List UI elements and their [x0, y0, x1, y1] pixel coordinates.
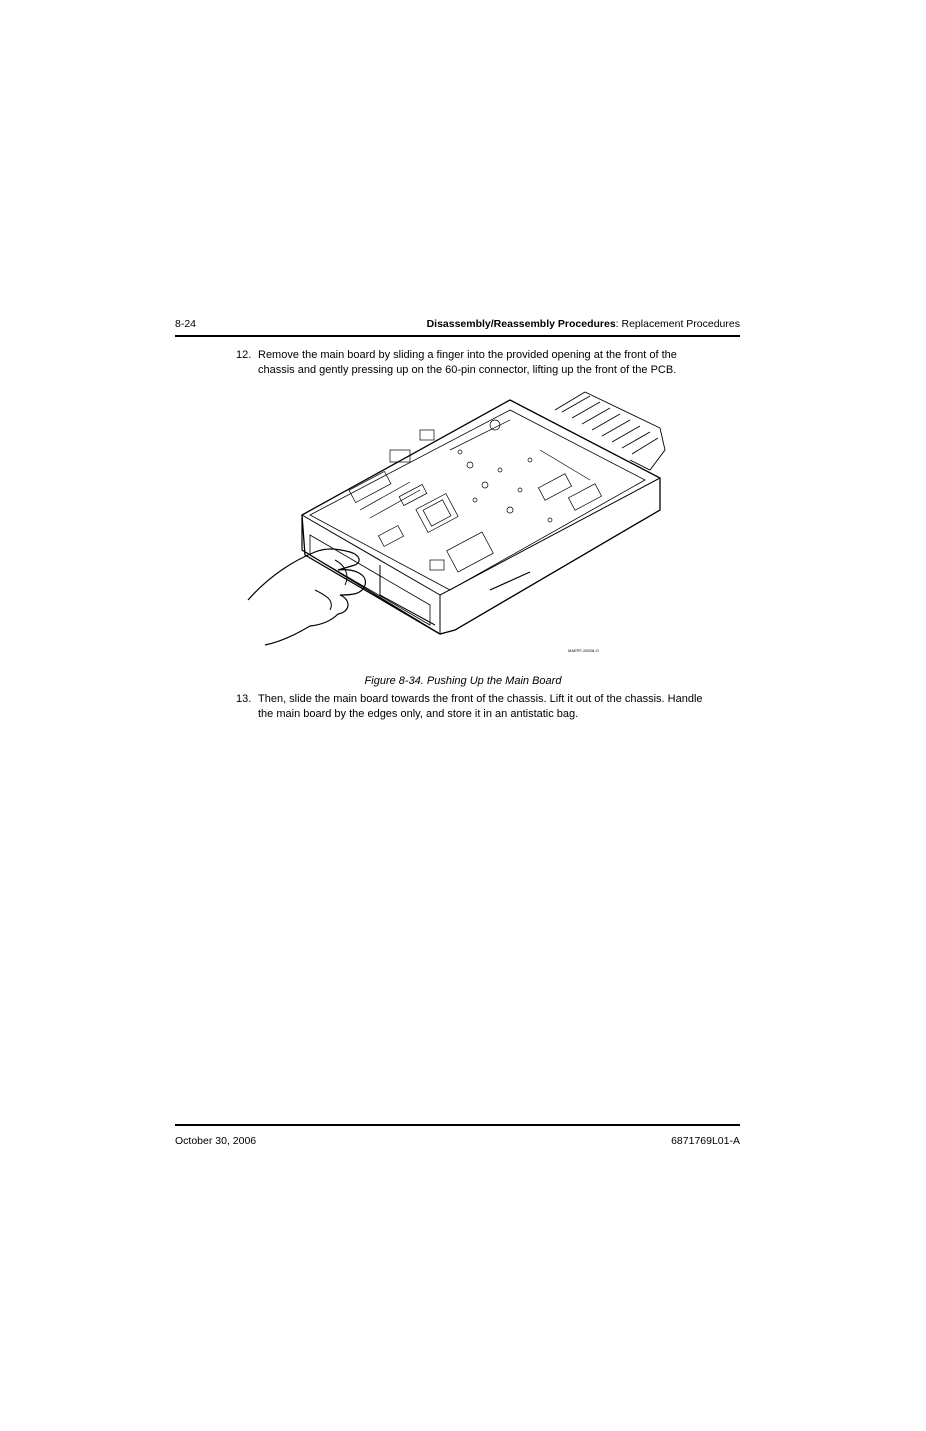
heatsink-fins [555, 392, 665, 470]
hand [248, 549, 365, 645]
board-components [349, 420, 601, 572]
step-line: Then, slide the main board towards the front of the chassis. Lift it out of the chassis. Handle [258, 693, 703, 705]
step-number: 12. [236, 349, 252, 361]
page-number: 8-24 [175, 318, 197, 330]
step-line: Remove the main board by sliding a finger into the provided opening at the front of the [258, 349, 677, 361]
figure-caption: Figure 8-34. Pushing Up the Main Board [364, 675, 562, 687]
step-text [258, 692, 738, 722]
footer-doc-number: 6871769L01-A [671, 1135, 740, 1147]
step-line: the main board by the edges only, and store it in an antistatic bag. [258, 708, 579, 720]
chassis-outline [302, 400, 660, 634]
footer-rule [175, 1124, 740, 1126]
step-number: 13. [236, 693, 252, 705]
section-title-rest: : Replacement Procedures [615, 318, 740, 330]
page-header [175, 318, 740, 332]
header-rule [175, 335, 740, 337]
step-line: chassis and gently pressing up on the 60-pin connector, lifting up the front of the PCB. [258, 364, 677, 376]
step-text [258, 348, 738, 378]
section-title-bold: Disassembly/Reassembly Procedures [426, 318, 616, 330]
section-title [427, 318, 740, 330]
figure-illustration [240, 390, 670, 660]
figure-code: MAEPF-28328-O [568, 648, 599, 653]
footer-date: October 30, 2006 [175, 1135, 257, 1147]
